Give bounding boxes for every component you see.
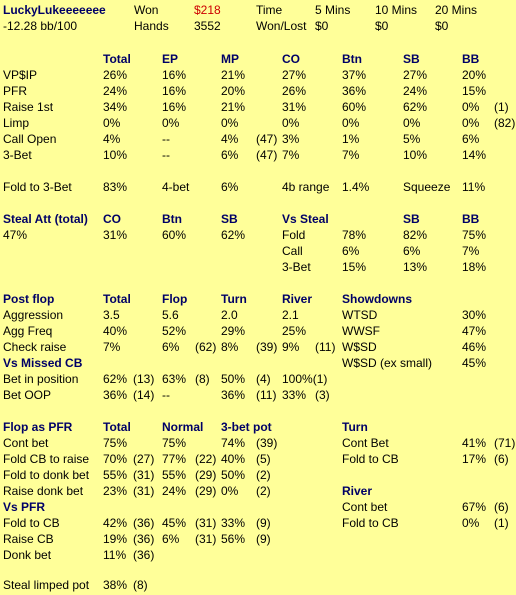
check-raise-cell: 7% <box>103 340 121 354</box>
preflop-cell: 10% <box>403 148 428 162</box>
steal-value: 31% <box>103 228 128 242</box>
postflop-cell: 2.0 <box>221 308 238 322</box>
vs-pfr-cell: (31) <box>195 516 217 530</box>
vs-pfr-cell: 33% <box>221 516 246 530</box>
pfr-cell: 75% <box>162 436 187 450</box>
missed-cb-cell: 63% <box>162 372 187 386</box>
vs-steal-title: Vs Steal <box>282 212 329 226</box>
preflop-count: (82) <box>494 116 516 130</box>
check-raise-cell: 9% <box>282 340 300 354</box>
check-raise-cell: 8% <box>221 340 239 354</box>
pfr-header: Normal <box>162 420 204 434</box>
vs-pfr-cell: 19% <box>103 532 128 546</box>
fourbet-range-value: 1.4% <box>342 180 370 194</box>
preflop-cell: 20% <box>462 68 487 82</box>
fold3bet-label: Fold to 3-Bet <box>3 180 72 194</box>
turn-title: Turn <box>342 420 368 434</box>
pfr-cell: 23% <box>103 484 128 498</box>
postflop-header: Flop <box>162 292 188 306</box>
preflop-cell: 0% <box>162 116 180 130</box>
preflop-cell: 0% <box>342 116 360 130</box>
missed-cb-cell: (4) <box>256 372 271 386</box>
postflop-cell: 5.6 <box>162 308 179 322</box>
preflop-cell: 7% <box>342 148 360 162</box>
missed-cb-cell: 50% <box>221 372 246 386</box>
vs-pfr-cell: (9) <box>256 516 271 530</box>
mp-count: (47) <box>256 132 278 146</box>
vs-steal-cell: 13% <box>403 260 428 274</box>
preflop-cell: 4% <box>221 132 239 146</box>
postflop-row-label: Agg Freq <box>3 324 53 338</box>
preflop-cell: 7% <box>282 148 300 162</box>
squeeze-value: 11% <box>462 180 486 194</box>
pfr-row-label: Cont bet <box>3 436 49 450</box>
time-window-label: 20 Mins <box>435 3 478 17</box>
turn-count: (6) <box>494 452 509 466</box>
missed-cb-label: Bet OOP <box>3 388 52 402</box>
vs-steal-header: BB <box>462 212 480 226</box>
postflop-cell: 29% <box>221 324 246 338</box>
river-count: (6) <box>494 500 509 514</box>
vs-pfr-cell: 45% <box>162 516 187 530</box>
preflop-cell: 10% <box>103 148 128 162</box>
pfr-cell: 75% <box>103 436 128 450</box>
hands-value: 3552 <box>194 19 221 33</box>
river-label: Cont bet <box>342 500 388 514</box>
preflop-cell: 0% <box>462 116 480 130</box>
preflop-cell: 27% <box>403 68 428 82</box>
vs-steal-cell: 6% <box>403 244 421 258</box>
preflop-cell: 24% <box>403 84 428 98</box>
preflop-cell: 21% <box>221 100 246 114</box>
player-name: LuckyLukeeeeeee <box>3 3 106 17</box>
check-raise-cell: (62) <box>195 340 217 354</box>
pfr-header: Total <box>103 420 131 434</box>
fourbet-value: 6% <box>221 180 239 194</box>
postflop-cell: 2.1 <box>282 308 299 322</box>
postflop-row-label: Check raise <box>3 340 67 354</box>
preflop-cell: 27% <box>282 68 307 82</box>
turn-label: Fold to CB <box>342 452 399 466</box>
preflop-cell: 0% <box>403 116 421 130</box>
turn-value: 17% <box>462 452 487 466</box>
steal-value: 62% <box>221 228 246 242</box>
flop-as-pfr-title: Flop as PFR <box>3 420 73 434</box>
vs-steal-label: Fold <box>282 228 306 242</box>
postflop-header: River <box>282 292 313 306</box>
missed-cb-cell: (14) <box>133 388 155 402</box>
postflop-cell: 52% <box>162 324 187 338</box>
fold3bet-value: 83% <box>103 180 128 194</box>
won-label: Won <box>134 3 159 17</box>
river-value: 0% <box>462 516 480 530</box>
preflop-cell: 24% <box>103 84 128 98</box>
preflop-cell: 4% <box>103 132 121 146</box>
preflop-cell: 60% <box>342 100 367 114</box>
vs-pfr-label: Donk bet <box>3 548 52 562</box>
pfr-cell: 50% <box>221 468 246 482</box>
preflop-cell: 0% <box>462 100 480 114</box>
vs-pfr-title: Vs PFR <box>3 500 46 514</box>
turn-label: Cont Bet <box>342 436 389 450</box>
bb100-stat: -12.28 bb/100 <box>3 19 78 33</box>
pfr-cell: 74% <box>221 436 246 450</box>
time-window-label: 10 Mins <box>375 3 418 17</box>
time-window-value: $0 <box>375 19 389 33</box>
vs-pfr-cell: 42% <box>103 516 128 530</box>
preflop-header: BB <box>462 52 480 66</box>
steal-limped-count: (8) <box>133 578 148 592</box>
preflop-cell: 5% <box>403 132 421 146</box>
pfr-cell: 55% <box>103 468 128 482</box>
missed-cb-label: Bet in position <box>3 372 79 386</box>
preflop-cell: 21% <box>221 68 246 82</box>
postflop-header: Total <box>103 292 131 306</box>
pfr-cell: (2) <box>256 484 271 498</box>
river-value: 67% <box>462 500 487 514</box>
pfr-cell: (31) <box>133 484 155 498</box>
won-value: $218 <box>194 3 221 17</box>
preflop-cell: 62% <box>403 100 428 114</box>
vs-steal-cell: 78% <box>342 228 367 242</box>
missed-cb-cell: (8) <box>195 372 210 386</box>
pfr-row-label: Fold CB to raise <box>3 452 90 466</box>
vs-pfr-cell: 56% <box>221 532 246 546</box>
missed-cb-cell: (3) <box>315 388 330 402</box>
check-raise-cell: (11) <box>315 340 336 354</box>
pfr-cell: 70% <box>103 452 128 466</box>
preflop-row-label: 3-Bet <box>3 148 32 162</box>
steal-header: Btn <box>162 212 182 226</box>
hands-label: Hands <box>134 19 169 33</box>
missed-cb-cell: 100%(1) <box>282 372 328 386</box>
check-raise-cell: 6% <box>162 340 180 354</box>
preflop-cell: 26% <box>282 84 307 98</box>
showdown-value: 47% <box>462 324 487 338</box>
showdown-value: 30% <box>462 308 487 322</box>
pfr-cell: 24% <box>162 484 187 498</box>
turn-value: 41% <box>462 436 487 450</box>
vs-steal-cell: 6% <box>342 244 360 258</box>
preflop-cell: -- <box>162 132 170 146</box>
steal-value: 60% <box>162 228 187 242</box>
vs-steal-label: 3-Bet <box>282 260 311 274</box>
postflop-row-label: Aggression <box>3 308 64 322</box>
pfr-cell: 40% <box>221 452 246 466</box>
vs-pfr-cell: (31) <box>195 532 217 546</box>
missed-cb-cell: 62% <box>103 372 128 386</box>
pfr-cell: (29) <box>195 468 217 482</box>
preflop-cell: 20% <box>221 84 246 98</box>
postflop-cell: 40% <box>103 324 128 338</box>
vs-steal-cell: 82% <box>403 228 428 242</box>
preflop-cell: 16% <box>162 68 187 82</box>
vs-steal-cell: 75% <box>462 228 487 242</box>
preflop-cell: 0% <box>221 116 239 130</box>
preflop-header: Total <box>103 52 131 66</box>
vs-steal-cell: 18% <box>462 260 487 274</box>
showdowns-title: Showdowns <box>342 292 412 306</box>
pfr-cell: (5) <box>256 452 271 466</box>
vs-steal-label: Call <box>282 244 303 258</box>
preflop-cell: 16% <box>162 100 187 114</box>
pfr-cell: (29) <box>195 484 217 498</box>
vs-missed-cb-title: Vs Missed CB <box>3 356 83 370</box>
pfr-cell: (27) <box>133 452 155 466</box>
preflop-header: CO <box>282 52 300 66</box>
preflop-cell: 37% <box>342 68 367 82</box>
river-label: Fold to CB <box>342 516 399 530</box>
preflop-cell: 34% <box>103 100 128 114</box>
pfr-cell: 0% <box>221 484 239 498</box>
time-window-value: $0 <box>435 19 449 33</box>
vs-pfr-cell: 11% <box>103 548 127 562</box>
mp-count: (47) <box>256 148 278 162</box>
fourbet-label: 4-bet <box>162 180 190 194</box>
showdown-label: WTSD <box>342 308 378 322</box>
preflop-header: Btn <box>342 52 362 66</box>
vs-pfr-label: Fold to CB <box>3 516 60 530</box>
missed-cb-cell: (11) <box>256 388 277 402</box>
postflop-cell: 3.5 <box>103 308 120 322</box>
postflop-title: Post flop <box>3 292 55 306</box>
missed-cb-cell: -- <box>162 388 170 402</box>
preflop-row-label: Limp <box>3 116 30 130</box>
pfr-cell: 77% <box>162 452 187 466</box>
preflop-header: EP <box>162 52 179 66</box>
check-raise-cell: (39) <box>256 340 278 354</box>
steal-limped-label: Steal limped pot <box>3 578 90 592</box>
postflop-header: Turn <box>221 292 247 306</box>
postflop-cell: 25% <box>282 324 307 338</box>
preflop-cell: 6% <box>221 148 239 162</box>
preflop-header: MP <box>221 52 239 66</box>
showdown-label: WWSF <box>342 324 380 338</box>
vs-steal-cell: 15% <box>342 260 367 274</box>
preflop-cell: 6% <box>462 132 480 146</box>
preflop-row-label: PFR <box>3 84 27 98</box>
pfr-cell: (31) <box>133 468 155 482</box>
vs-pfr-cell: (36) <box>133 532 155 546</box>
pfr-row-label: Raise donk bet <box>3 484 84 498</box>
pfr-cell: (22) <box>195 452 217 466</box>
missed-cb-cell: 36% <box>221 388 246 402</box>
preflop-cell: -- <box>162 148 170 162</box>
showdown-label: W$SD (ex small) <box>342 356 433 370</box>
missed-cb-cell: (13) <box>133 372 155 386</box>
pfr-cell: (2) <box>256 468 271 482</box>
preflop-cell: 14% <box>462 148 487 162</box>
showdown-label: W$SD <box>342 340 377 354</box>
vs-pfr-cell: 6% <box>162 532 180 546</box>
pfr-row-label: Fold to donk bet <box>3 468 90 482</box>
preflop-row-label: Raise 1st <box>3 100 54 114</box>
preflop-cell: 15% <box>462 84 487 98</box>
vs-steal-cell: 7% <box>462 244 480 258</box>
turn-count: (71) <box>494 436 516 450</box>
vs-pfr-label: Raise CB <box>3 532 54 546</box>
preflop-cell: 26% <box>103 68 128 82</box>
showdown-value: 45% <box>462 356 487 370</box>
squeeze-label: Squeeze <box>403 180 451 194</box>
wonlost-value: $0 <box>315 19 329 33</box>
steal-total: 47% <box>3 228 28 242</box>
steal-header: SB <box>221 212 238 226</box>
pfr-cell: 55% <box>162 468 187 482</box>
pfr-header: 3-bet pot <box>221 420 272 434</box>
preflop-cell: 36% <box>342 84 367 98</box>
showdown-value: 46% <box>462 340 487 354</box>
preflop-row-label: VP$IP <box>3 68 38 82</box>
fourbet-range-label: 4b range <box>282 180 330 194</box>
preflop-cell: 0% <box>103 116 121 130</box>
vs-pfr-cell: (9) <box>256 532 271 546</box>
missed-cb-cell: 36% <box>103 388 128 402</box>
steal-header: CO <box>103 212 121 226</box>
preflop-cell: 0% <box>282 116 300 130</box>
time-label: Time <box>256 3 283 17</box>
preflop-cell: 16% <box>162 84 187 98</box>
wonlost-label: Won/Lost <box>256 19 307 33</box>
preflop-row-label: Call Open <box>3 132 57 146</box>
missed-cb-cell: 33% <box>282 388 307 402</box>
steal-title: Steal Att (total) <box>3 212 88 226</box>
pfr-cell: (39) <box>256 436 278 450</box>
preflop-cell: 1% <box>342 132 360 146</box>
time-window-label: 5 Mins <box>315 3 351 17</box>
river-count: (1) <box>494 516 509 530</box>
preflop-cell: 31% <box>282 100 307 114</box>
vs-steal-header: SB <box>403 212 420 226</box>
vs-pfr-cell: (36) <box>133 516 155 530</box>
preflop-header: SB <box>403 52 420 66</box>
preflop-count: (1) <box>494 100 509 114</box>
steal-limped-value: 38% <box>103 578 128 592</box>
vs-pfr-cell: (36) <box>133 548 155 562</box>
river-title: River <box>342 484 373 498</box>
preflop-cell: 3% <box>282 132 300 146</box>
